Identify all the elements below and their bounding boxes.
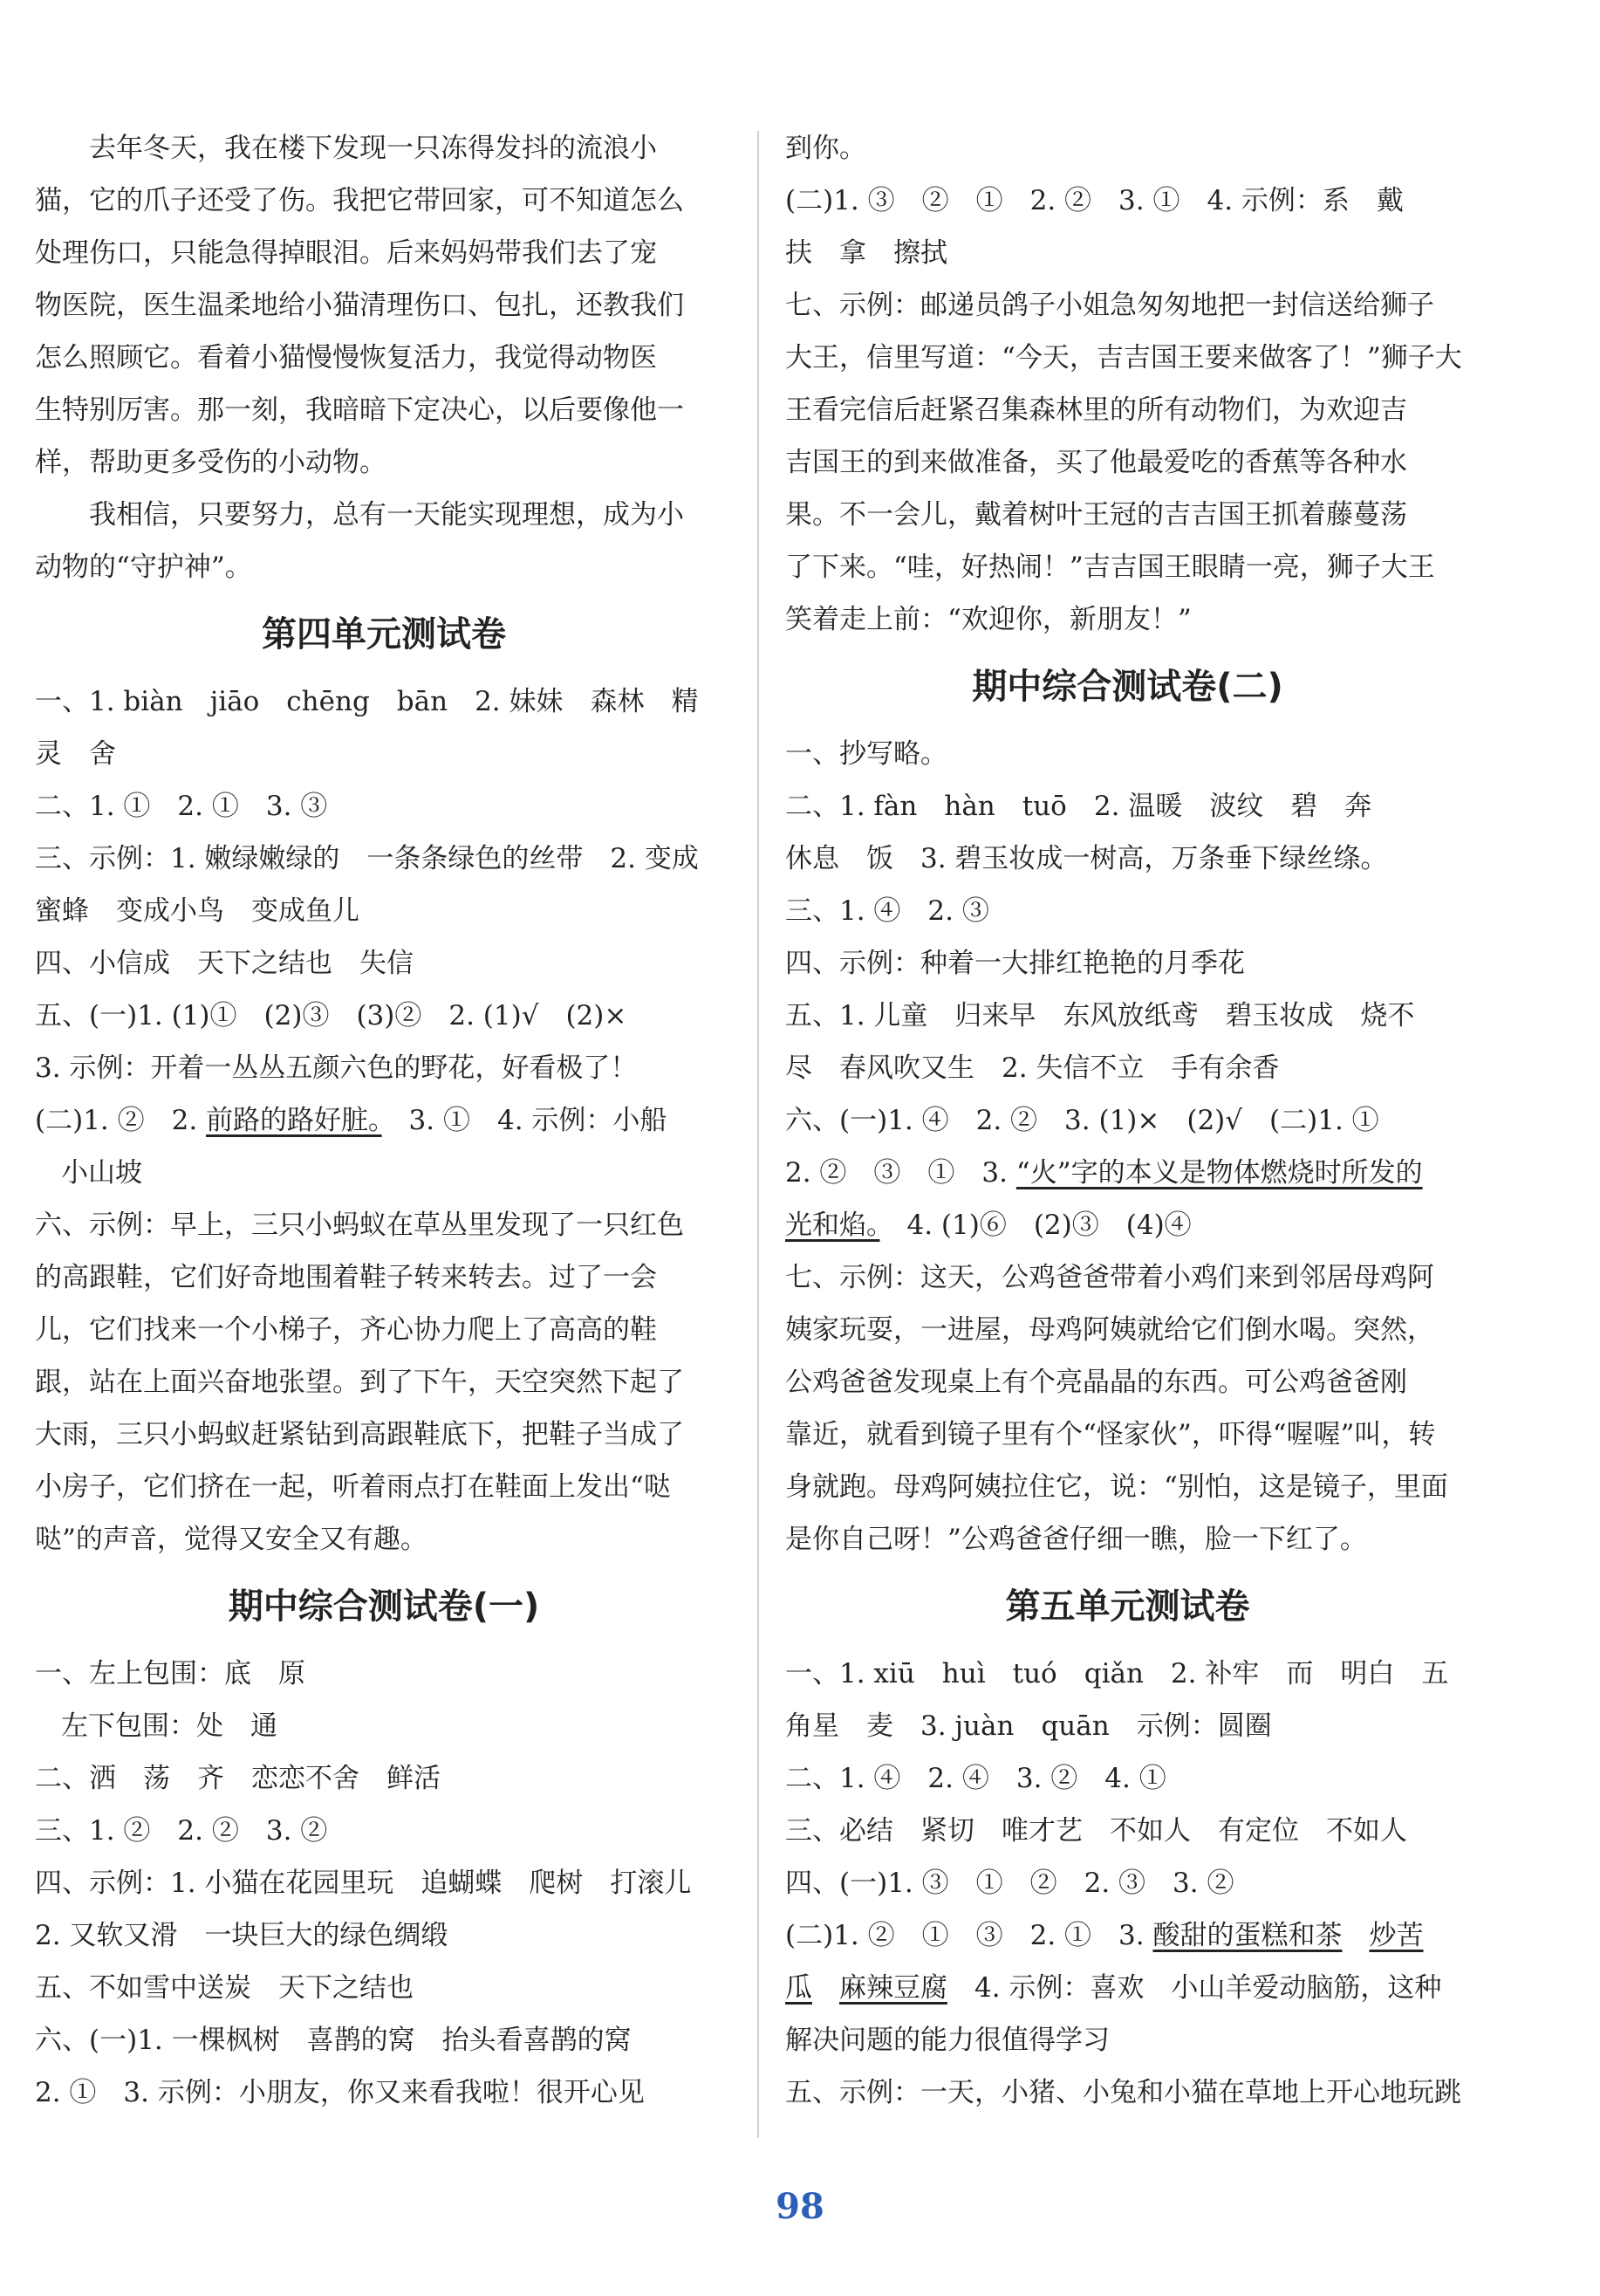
answer-text: 4. (1)⑥ (2)③ (4)④ bbox=[879, 1210, 1192, 1241]
text-line: 左下包围：处 通 bbox=[61, 1710, 277, 1742]
text-line: 大雨，三只小蚂蚁赶紧钻到高跟鞋底下，把鞋子当成了 bbox=[35, 1419, 684, 1450]
text-line: (二)1. ③ ② ① 2. ② 3. ① 4. 示例：系 戴 bbox=[785, 185, 1404, 216]
text-line: 二、1. ④ 2. ④ 3. ② 4. ① bbox=[785, 1763, 1166, 1794]
text-line: 猫，它的爪子还受了伤。我把它带回家，可不知道怎么 bbox=[35, 185, 684, 216]
answer-text bbox=[812, 1972, 839, 2004]
text-line: 王看完信后赶紧召集森林里的所有动物们，为欢迎吉 bbox=[785, 394, 1407, 426]
text-line: 去年冬天，我在楼下发现一只冻得发抖的流浪小 bbox=[89, 133, 657, 164]
text-line: 3. 示例：开着一丛丛五颜六色的野花，好看极了！ bbox=[35, 1052, 638, 1084]
section-title: 期中综合测试卷(一) bbox=[228, 1587, 540, 1627]
text-line: 角星 麦 3. juàn quān 示例：圆圈 bbox=[785, 1710, 1272, 1742]
text-line: 一、1. xiū huì tuó qiǎn 2. 补牢 而 明白 五 bbox=[785, 1658, 1449, 1689]
text-line: 跟，站在上面兴奋地张望。到了下午，天空突然下起了 bbox=[35, 1367, 684, 1398]
text-line: 身就跑。母鸡阿姨拉住它，说：“别怕，这是镜子，里面 bbox=[785, 1471, 1448, 1503]
text-line: 三、示例：1. 嫩绿嫩绿的 一条条绿色的丝带 2. 变成 bbox=[35, 843, 699, 874]
text-line: 七、示例：邮递员鸽子小姐急匆匆地把一封信送给狮子 bbox=[785, 290, 1434, 321]
answer-text: 4. 示例：喜欢 小山羊爱动脑筋，这种 bbox=[947, 1972, 1442, 2004]
underlined-answer: 光和焰。 bbox=[785, 1210, 880, 1241]
text-line: 物医院，医生温柔地给小猫清理伤口、包扎，还教我们 bbox=[35, 290, 684, 321]
text-line: 一、左上包围：底 原 bbox=[35, 1658, 305, 1689]
text-line: 六、(一)1. ④ 2. ② 3. (1)× (2)√ (二)1. ① bbox=[785, 1105, 1379, 1136]
text-line: 七、示例：这天，公鸡爸爸带着小鸡们来到邻居母鸡阿 bbox=[785, 1262, 1434, 1293]
page-number: 98 bbox=[776, 2186, 824, 2227]
text-line: 四、小信成 天下之结也 失信 bbox=[35, 948, 414, 979]
text-line: 休息 饭 3. 碧玉妆成一树高，万条垂下绿丝绦。 bbox=[785, 843, 1388, 874]
text-line: 果。不一会儿，戴着树叶王冠的吉吉国王抓着藤蔓荡 bbox=[785, 499, 1407, 531]
text-line: 灵 舍 bbox=[35, 738, 116, 770]
text-line: 二、1. ① 2. ① 3. ③ bbox=[35, 791, 328, 822]
text-line bbox=[785, 1199, 1470, 1251]
text-line: 生特别厉害。那一刻，我暗暗下定决心，以后要像他一 bbox=[35, 394, 684, 426]
answer-text: (二)1. ② 2. bbox=[35, 1105, 207, 1136]
text-line bbox=[785, 1147, 1470, 1199]
text-line: 小房子，它们挤在一起，听着雨点打在鞋面上发出“哒 bbox=[35, 1471, 671, 1503]
section-title: 期中综合测试卷(二) bbox=[972, 667, 1283, 707]
text-line: 蜜蜂 变成小鸟 变成鱼儿 bbox=[35, 895, 359, 927]
text-line: 儿，它们找来一个小梯子，齐心协力爬上了高高的鞋 bbox=[35, 1314, 657, 1346]
column-divider bbox=[757, 131, 759, 2138]
text-line: 到你。 bbox=[785, 133, 866, 164]
text-line: 五、不如雪中送炭 天下之结也 bbox=[35, 1972, 414, 2004]
text-line: 我相信，只要努力，总有一天能实现理想，成为小 bbox=[89, 499, 684, 531]
text-line: 四、(一)1. ③ ① ② 2. ③ 3. ② bbox=[785, 1868, 1234, 1899]
answer-text: 3. ① 4. 示例：小船 bbox=[381, 1105, 667, 1136]
text-line: 2. 又软又滑 一块巨大的绿色绸缎 bbox=[35, 1920, 448, 1951]
text-line: 三、1. ④ 2. ③ bbox=[785, 895, 989, 927]
text-line: 怎么照顾它。看着小猫慢慢恢复活力，我觉得动物医 bbox=[35, 342, 657, 374]
text-line: 2. ① 3. 示例：小朋友，你又来看我啦！很开心见 bbox=[35, 2077, 645, 2108]
text-line: 处理伤口，只能急得掉眼泪。后来妈妈带我们去了宠 bbox=[35, 237, 657, 269]
answer-text: (二)1. ② ① ③ 2. ① 3. bbox=[785, 1920, 1153, 1951]
text-line: 二、洒 荡 齐 恋恋不舍 鲜活 bbox=[35, 1763, 441, 1794]
underlined-answer: 瓜 bbox=[785, 1972, 812, 2004]
right-column bbox=[785, 122, 1470, 2119]
underlined-answer: 炒苦 bbox=[1369, 1920, 1424, 1951]
text-line: 四、示例：种着一大排红艳艳的月季花 bbox=[785, 948, 1245, 979]
text-line: 解决问题的能力很值得学习 bbox=[785, 2025, 1110, 2056]
text-line: 大王，信里写道：“今天，吉吉国王要来做客了！”狮子大 bbox=[785, 342, 1462, 374]
text-line: 一、抄写略。 bbox=[785, 738, 947, 770]
text-line: 一、1. biàn jiāo chēng bān 2. 妹妹 森林 精 bbox=[35, 686, 699, 717]
underlined-answer: 酸甜的蛋糕和茶 bbox=[1152, 1920, 1343, 1951]
text-line: 样，帮助更多受伤的小动物。 bbox=[35, 447, 386, 478]
section-title: 第五单元测试卷 bbox=[1005, 1587, 1250, 1627]
text-line: 扶 拿 擦拭 bbox=[785, 237, 947, 269]
text-line: 了下来。“哇，好热闹！”吉吉国王眼睛一亮，狮子大王 bbox=[785, 552, 1435, 583]
underlined-answer: 前路的路好脏。 bbox=[206, 1105, 382, 1136]
text-line: 是你自己呀！”公鸡爸爸仔细一瞧，脸一下红了。 bbox=[785, 1524, 1367, 1555]
answer-text bbox=[1342, 1920, 1369, 1951]
text-line bbox=[35, 1094, 733, 1147]
text-line: 六、(一)1. 一棵枫树 喜鹊的窝 抬头看喜鹊的窝 bbox=[35, 2025, 632, 2056]
text-line: 五、1. 儿童 归来早 东风放纸鸢 碧玉妆成 烧不 bbox=[785, 1000, 1415, 1031]
text-line: 公鸡爸爸发现桌上有个亮晶晶的东西。可公鸡爸爸刚 bbox=[785, 1367, 1407, 1398]
text-line bbox=[785, 1909, 1470, 1962]
text-line: 笑着走上前：“欢迎你，新朋友！” bbox=[785, 604, 1192, 635]
answer-text: 2. ② ③ ① 3. bbox=[785, 1157, 1016, 1189]
text-line: 吉国王的到来做准备，买了他最爱吃的香蕉等各种水 bbox=[785, 447, 1407, 478]
text-line: 哒”的声音，觉得又安全又有趣。 bbox=[35, 1524, 427, 1555]
text-line: 尽 春风吹又生 2. 失信不立 手有余香 bbox=[785, 1052, 1280, 1084]
text-line: 三、1. ② 2. ② 3. ② bbox=[35, 1815, 328, 1847]
text-line: 五、示例：一天，小猪、小兔和小猫在草地上开心地玩跳 bbox=[785, 2077, 1461, 2108]
underlined-answer: 麻辣豆腐 bbox=[839, 1972, 947, 2004]
left-column bbox=[35, 122, 733, 2119]
text-line: 姨家玩耍，一进屋，母鸡阿姨就给它们倒水喝。突然， bbox=[785, 1314, 1434, 1346]
text-line: 三、必结 紧切 唯才艺 不如人 有定位 不如人 bbox=[785, 1815, 1407, 1847]
text-line: 靠近，就看到镜子里有个“怪家伙”，吓得“喔喔”叫，转 bbox=[785, 1419, 1436, 1450]
text-line: 小山坡 bbox=[61, 1157, 142, 1189]
text-line: 的高跟鞋，它们好奇地围着鞋子转来转去。过了一会 bbox=[35, 1262, 657, 1293]
text-line bbox=[785, 1962, 1470, 2014]
underlined-answer: “火”字的本义是物体燃烧时所发的 bbox=[1015, 1157, 1423, 1189]
text-line: 五、(一)1. (1)① (2)③ (3)② 2. (1)√ (2)× bbox=[35, 1000, 627, 1031]
section-title: 第四单元测试卷 bbox=[262, 614, 506, 655]
text-line: 动物的“守护神”。 bbox=[35, 552, 252, 583]
text-line: 四、示例：1. 小猫在花园里玩 追蝴蝶 爬树 打滚儿 bbox=[35, 1868, 692, 1899]
text-line: 六、示例：早上，三只小蚂蚁在草丛里发现了一只红色 bbox=[35, 1210, 684, 1241]
text-line: 二、1. fàn hàn tuō 2. 温暖 波纹 碧 奔 bbox=[785, 791, 1372, 822]
